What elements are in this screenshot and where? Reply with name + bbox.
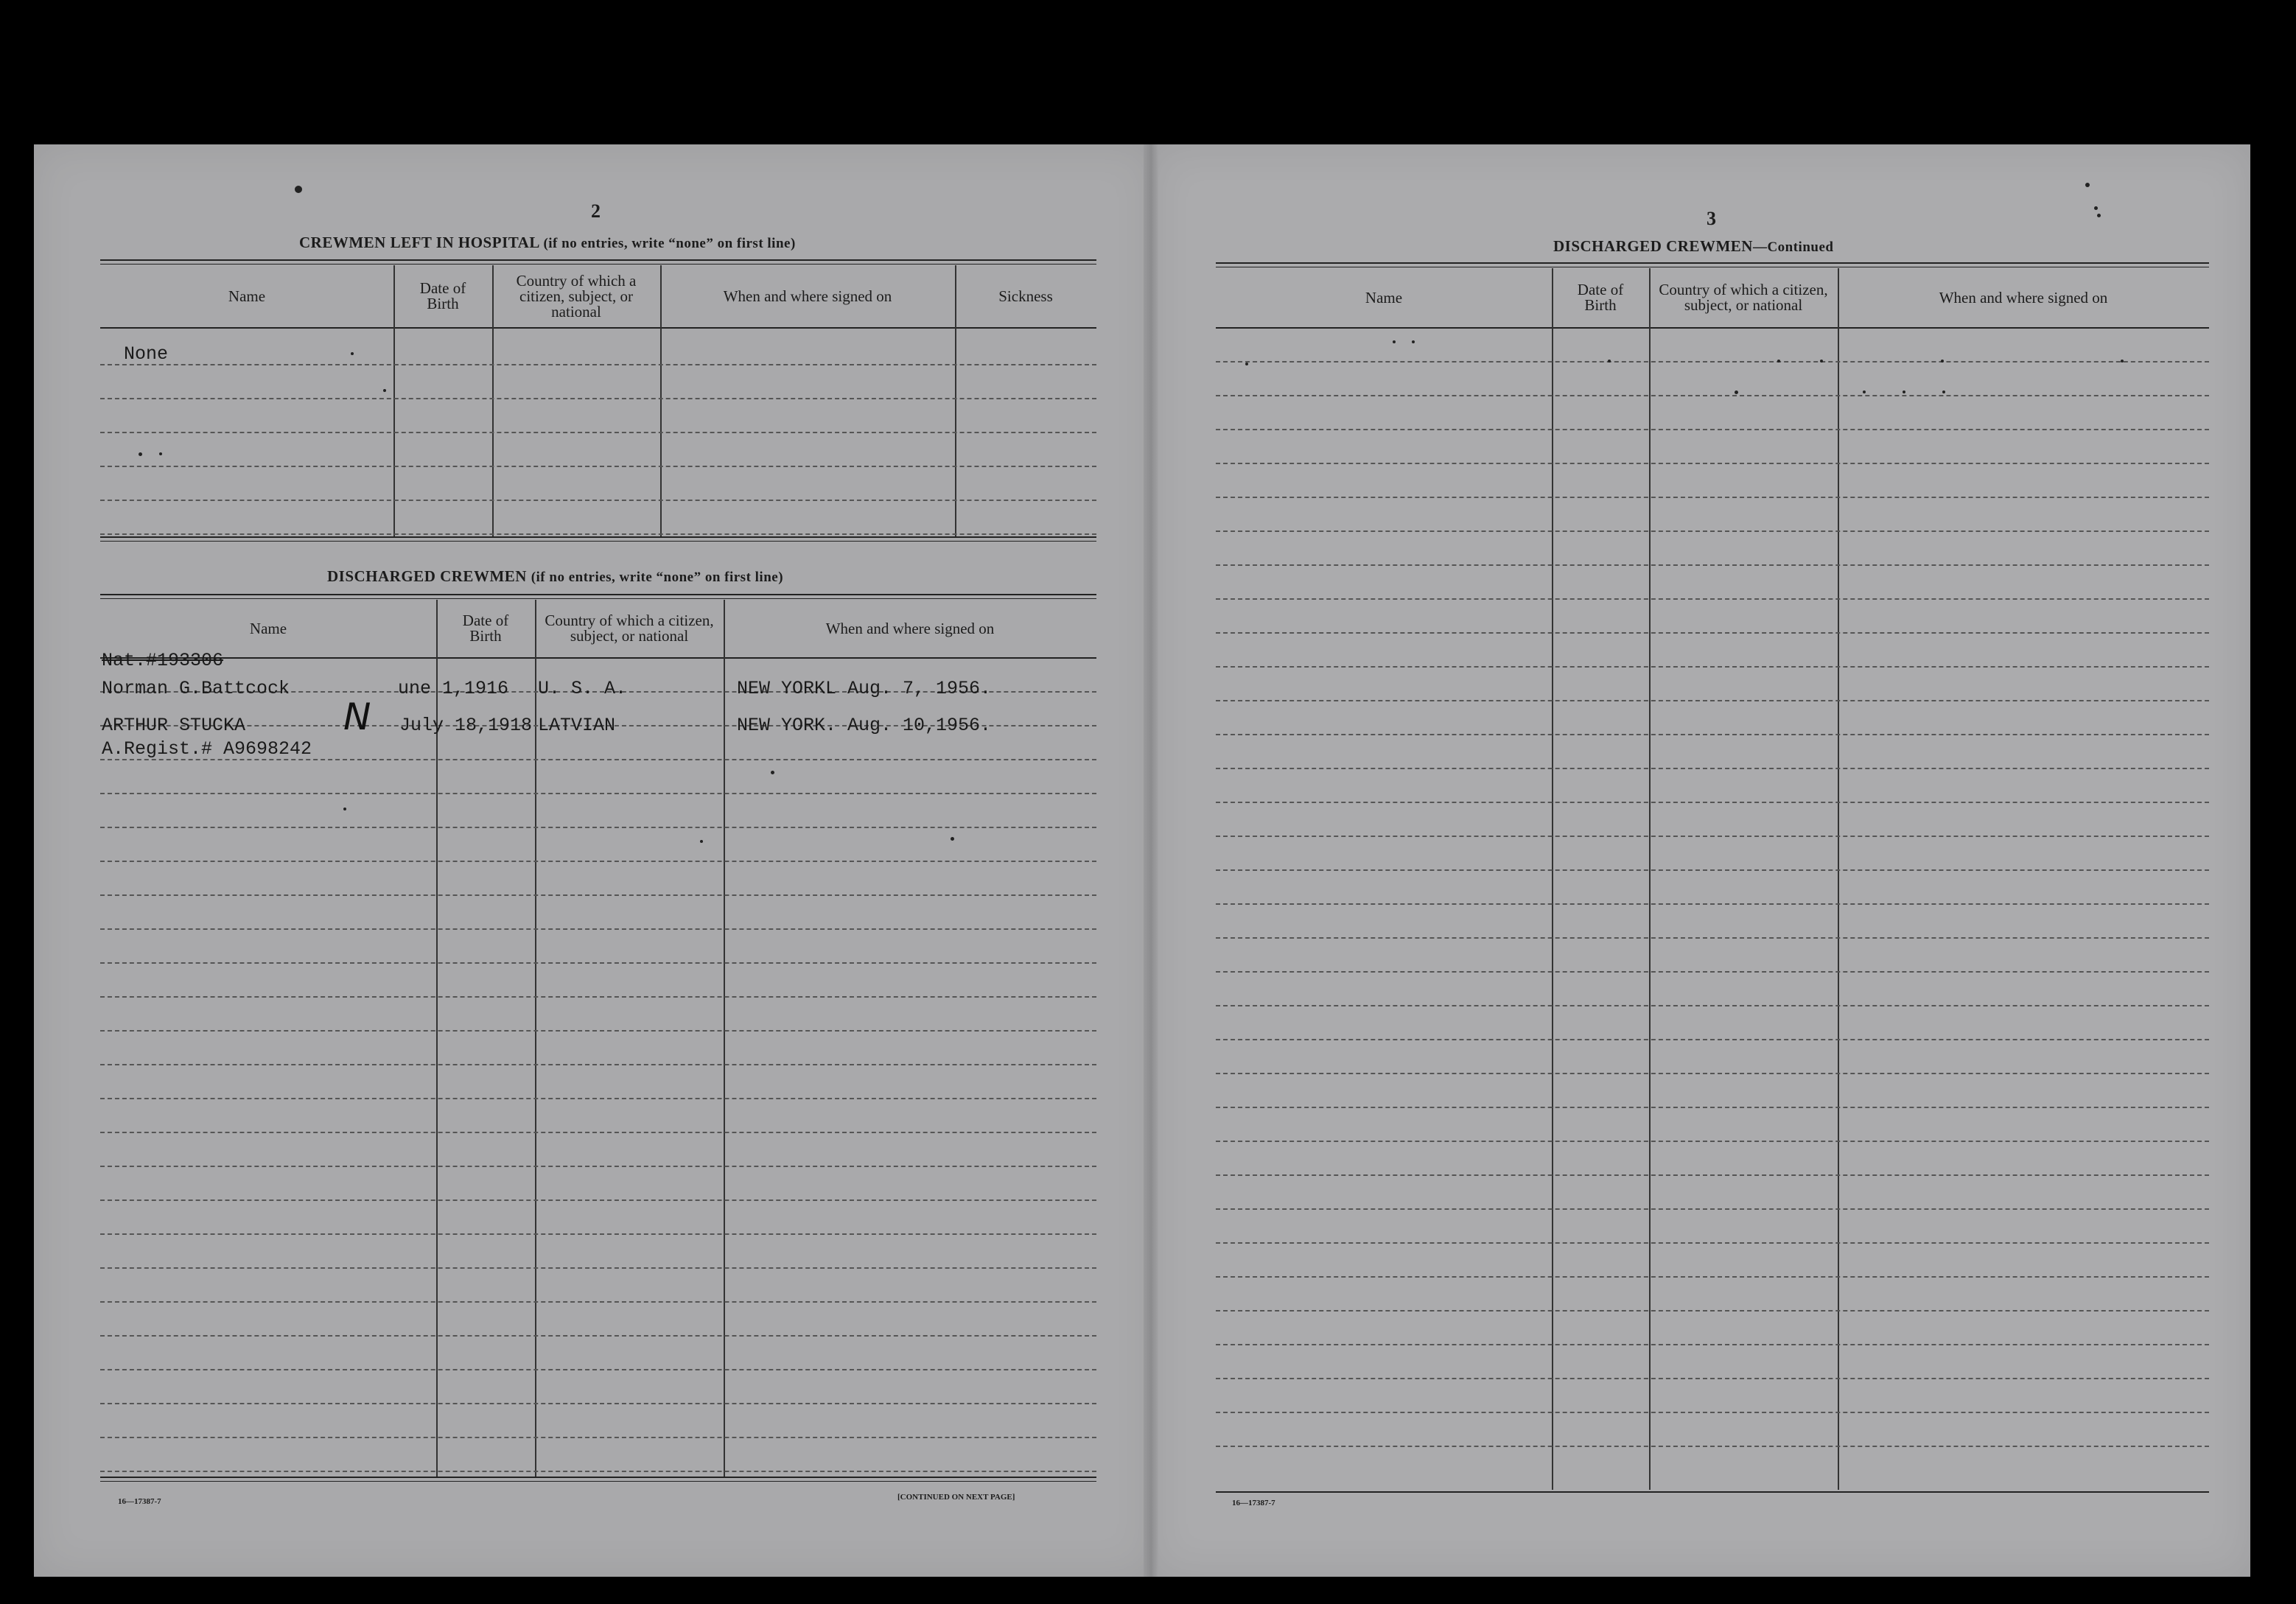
hospital-section-title bbox=[299, 234, 796, 252]
hospital-header-0: Name bbox=[228, 287, 266, 305]
discharged-row-line bbox=[100, 1064, 1096, 1065]
discharged-top-rule-2 bbox=[100, 598, 1096, 599]
continued-row-line bbox=[1216, 598, 2209, 600]
continued-row-line bbox=[1216, 1310, 2209, 1311]
continued-row-line bbox=[1216, 734, 2209, 735]
form-number-right: 16—17387-7 bbox=[1232, 1499, 1275, 1507]
discharged-header-0: Name bbox=[249, 619, 287, 637]
continued-col-divider bbox=[1838, 268, 1839, 1490]
scan-speck bbox=[383, 389, 386, 392]
scan-speck bbox=[1863, 391, 1866, 393]
continued-col-divider bbox=[1649, 268, 1651, 1490]
continued-header-3: When and where signed on bbox=[1939, 288, 2108, 307]
continued-header-1: Date of Birth bbox=[1577, 281, 1624, 314]
hospital-bottom-rule-2 bbox=[100, 541, 1096, 542]
continued-row-line bbox=[1216, 802, 2209, 803]
continued-row-line bbox=[1216, 429, 2209, 430]
discharged-row-line bbox=[100, 1335, 1096, 1337]
scan-speck bbox=[1735, 391, 1738, 394]
scan-speck bbox=[159, 452, 162, 455]
discharged-row-name: ARTHUR STUCKA bbox=[102, 715, 246, 736]
discharged-section-title bbox=[327, 567, 783, 586]
hospital-entry-name: None bbox=[124, 343, 169, 365]
continued-row-line bbox=[1216, 497, 2209, 498]
hospital-row-line bbox=[100, 466, 1096, 467]
discharged-row-line bbox=[100, 1267, 1096, 1269]
continued-top-rule bbox=[1216, 262, 2209, 264]
discharged-row-line bbox=[100, 827, 1096, 828]
continued-row-line bbox=[1216, 395, 2209, 396]
discharged-row-country: U. S. A. bbox=[538, 678, 627, 699]
continued-header-rule bbox=[1216, 327, 2209, 329]
scan-speck bbox=[771, 771, 774, 774]
discharged-row-line bbox=[100, 928, 1096, 930]
continued-row-line bbox=[1216, 666, 2209, 668]
scan-speck bbox=[951, 837, 954, 841]
hospital-header-3: When and where signed on bbox=[723, 287, 892, 305]
continued-bottom-rule bbox=[1216, 1491, 2209, 1493]
discharged-row-name: Nat.#193306 bbox=[102, 650, 224, 671]
discharged-row-name: Norman G.Battcock bbox=[102, 678, 290, 699]
hospital-top-rule-2 bbox=[100, 264, 1096, 265]
scan-speck bbox=[1942, 391, 1945, 393]
scan-speck bbox=[2085, 183, 2090, 187]
scan-speck bbox=[1820, 360, 1823, 363]
discharged-header-1: Date of Birth bbox=[462, 612, 509, 645]
discharged-row-line bbox=[100, 861, 1096, 862]
discharged-header-2: Country of which a citizen, subject, or national bbox=[545, 612, 714, 645]
discharged-row-dob: une 1,1916 bbox=[398, 678, 509, 699]
hospital-row-line bbox=[100, 364, 1096, 365]
discharged-title-text: DISCHARGED CREWMEN bbox=[327, 567, 527, 585]
continued-row-line bbox=[1216, 937, 2209, 939]
scan-speck bbox=[295, 186, 302, 193]
continued-row-line bbox=[1216, 1208, 2209, 1210]
scan-speck bbox=[1412, 340, 1415, 343]
hospital-header-1: Date of Birth bbox=[419, 279, 466, 312]
discharged-row-line bbox=[100, 1403, 1096, 1404]
hospital-title-text: CREWMEN LEFT IN HOSPITAL bbox=[299, 234, 539, 251]
discharged-row-line bbox=[100, 1471, 1096, 1472]
discharged-col-divider bbox=[535, 600, 536, 1478]
scan-speck bbox=[1608, 360, 1611, 363]
hospital-bottom-rule bbox=[100, 536, 1096, 538]
continued-row-line bbox=[1216, 700, 2209, 701]
continued-header-0: Name bbox=[1365, 288, 1403, 307]
discharged-row-line bbox=[100, 1200, 1096, 1201]
continued-row-line bbox=[1216, 1039, 2209, 1040]
hospital-header-2: Country of which a citizen, subject, or national bbox=[516, 271, 637, 321]
discharged-row-signed: NEW YORK. Aug. 10,1956. bbox=[737, 715, 992, 736]
hospital-row-line bbox=[100, 398, 1096, 399]
continued-col-divider bbox=[1552, 268, 1553, 1490]
scan-speck bbox=[1393, 340, 1396, 343]
scan-speck bbox=[1245, 363, 1248, 365]
hospital-header-rule bbox=[100, 327, 1096, 329]
continued-header-2: Country of which a citizen, subject, or national bbox=[1659, 281, 1828, 314]
discharged-row-signed: NEW YORKL Aug. 7, 1956. bbox=[737, 678, 992, 699]
page-number-left: 2 bbox=[591, 200, 601, 222]
continued-note: [CONTINUED ON NEXT PAGE] bbox=[897, 1493, 1015, 1502]
continued-row-line bbox=[1216, 1174, 2209, 1176]
discharged-row-line bbox=[100, 1098, 1096, 1099]
scan-speck bbox=[2097, 214, 2101, 217]
continued-row-line bbox=[1216, 903, 2209, 905]
hospital-top-rule bbox=[100, 259, 1096, 261]
discharged-instruction: (if no entries, write “none” on first line) bbox=[531, 570, 784, 585]
continued-row-line bbox=[1216, 1446, 2209, 1447]
handwritten-mark: N bbox=[343, 696, 371, 738]
continued-row-line bbox=[1216, 1344, 2209, 1345]
continued-suffix: —Continued bbox=[1752, 239, 1834, 255]
continued-row-line bbox=[1216, 530, 2209, 532]
discharged-row-line bbox=[100, 962, 1096, 964]
discharged-row-line bbox=[100, 793, 1096, 794]
discharged-continued-title bbox=[1553, 237, 1833, 256]
discharged-header-rule bbox=[100, 657, 1096, 659]
continued-row-line bbox=[1216, 768, 2209, 769]
scan-speck bbox=[139, 452, 142, 456]
continued-row-line bbox=[1216, 1073, 2209, 1074]
discharged-bottom-rule bbox=[100, 1477, 1096, 1478]
hospital-row-line bbox=[100, 432, 1096, 433]
hospital-row-line bbox=[100, 500, 1096, 501]
discharged-row-line bbox=[100, 1030, 1096, 1032]
scan-speck bbox=[2094, 206, 2098, 210]
continued-row-line bbox=[1216, 1412, 2209, 1413]
discharged-row-line bbox=[100, 1369, 1096, 1370]
scan-speck bbox=[1941, 360, 1944, 363]
discharged-row-line bbox=[100, 1132, 1096, 1133]
hospital-instruction: (if no entries, write “none” on first line) bbox=[543, 236, 796, 251]
discharged-row-country: LATVIAN bbox=[538, 715, 616, 736]
continued-row-line bbox=[1216, 1141, 2209, 1142]
discharged-row-line bbox=[100, 1233, 1096, 1235]
scan-speck bbox=[351, 352, 354, 355]
discharged-header-3: When and where signed on bbox=[825, 619, 995, 637]
continued-title-text: DISCHARGED CREWMEN bbox=[1553, 237, 1753, 255]
scan-speck bbox=[343, 808, 346, 810]
discharged-row-line bbox=[100, 894, 1096, 896]
continued-row-line bbox=[1216, 361, 2209, 363]
continued-row-line bbox=[1216, 463, 2209, 464]
scan-speck bbox=[1903, 391, 1905, 393]
hospital-row-line bbox=[100, 533, 1096, 535]
right-page bbox=[1151, 144, 2250, 1577]
continued-row-line bbox=[1216, 1378, 2209, 1379]
continued-row-line bbox=[1216, 869, 2209, 871]
continued-row-line bbox=[1216, 1107, 2209, 1108]
scan-speck bbox=[1777, 360, 1780, 363]
scan-speck bbox=[2121, 360, 2124, 363]
discharged-row-dob: July 18,1918 bbox=[399, 715, 533, 736]
page-number-right: 3 bbox=[1707, 208, 1716, 229]
page-gutter bbox=[1144, 144, 1158, 1577]
discharged-row-line bbox=[100, 1301, 1096, 1303]
continued-row-line bbox=[1216, 564, 2209, 566]
continued-row-line bbox=[1216, 1276, 2209, 1278]
discharged-col-divider bbox=[724, 600, 725, 1478]
discharged-row-line bbox=[100, 1437, 1096, 1438]
discharged-bottom-rule-2 bbox=[100, 1481, 1096, 1482]
continued-row-line bbox=[1216, 836, 2209, 837]
scan-speck bbox=[700, 840, 703, 843]
continued-row-line bbox=[1216, 632, 2209, 634]
discharged-row-line bbox=[100, 1166, 1096, 1167]
continued-row-line bbox=[1216, 1242, 2209, 1244]
discharged-row-name: A.Regist.# A9698242 bbox=[102, 738, 312, 760]
continued-row-line bbox=[1216, 1005, 2209, 1006]
hospital-header-4: Sickness bbox=[998, 287, 1053, 305]
form-number-left: 16—17387-7 bbox=[118, 1497, 161, 1506]
discharged-row-line bbox=[100, 996, 1096, 998]
discharged-top-rule bbox=[100, 594, 1096, 595]
continued-row-line bbox=[1216, 971, 2209, 973]
